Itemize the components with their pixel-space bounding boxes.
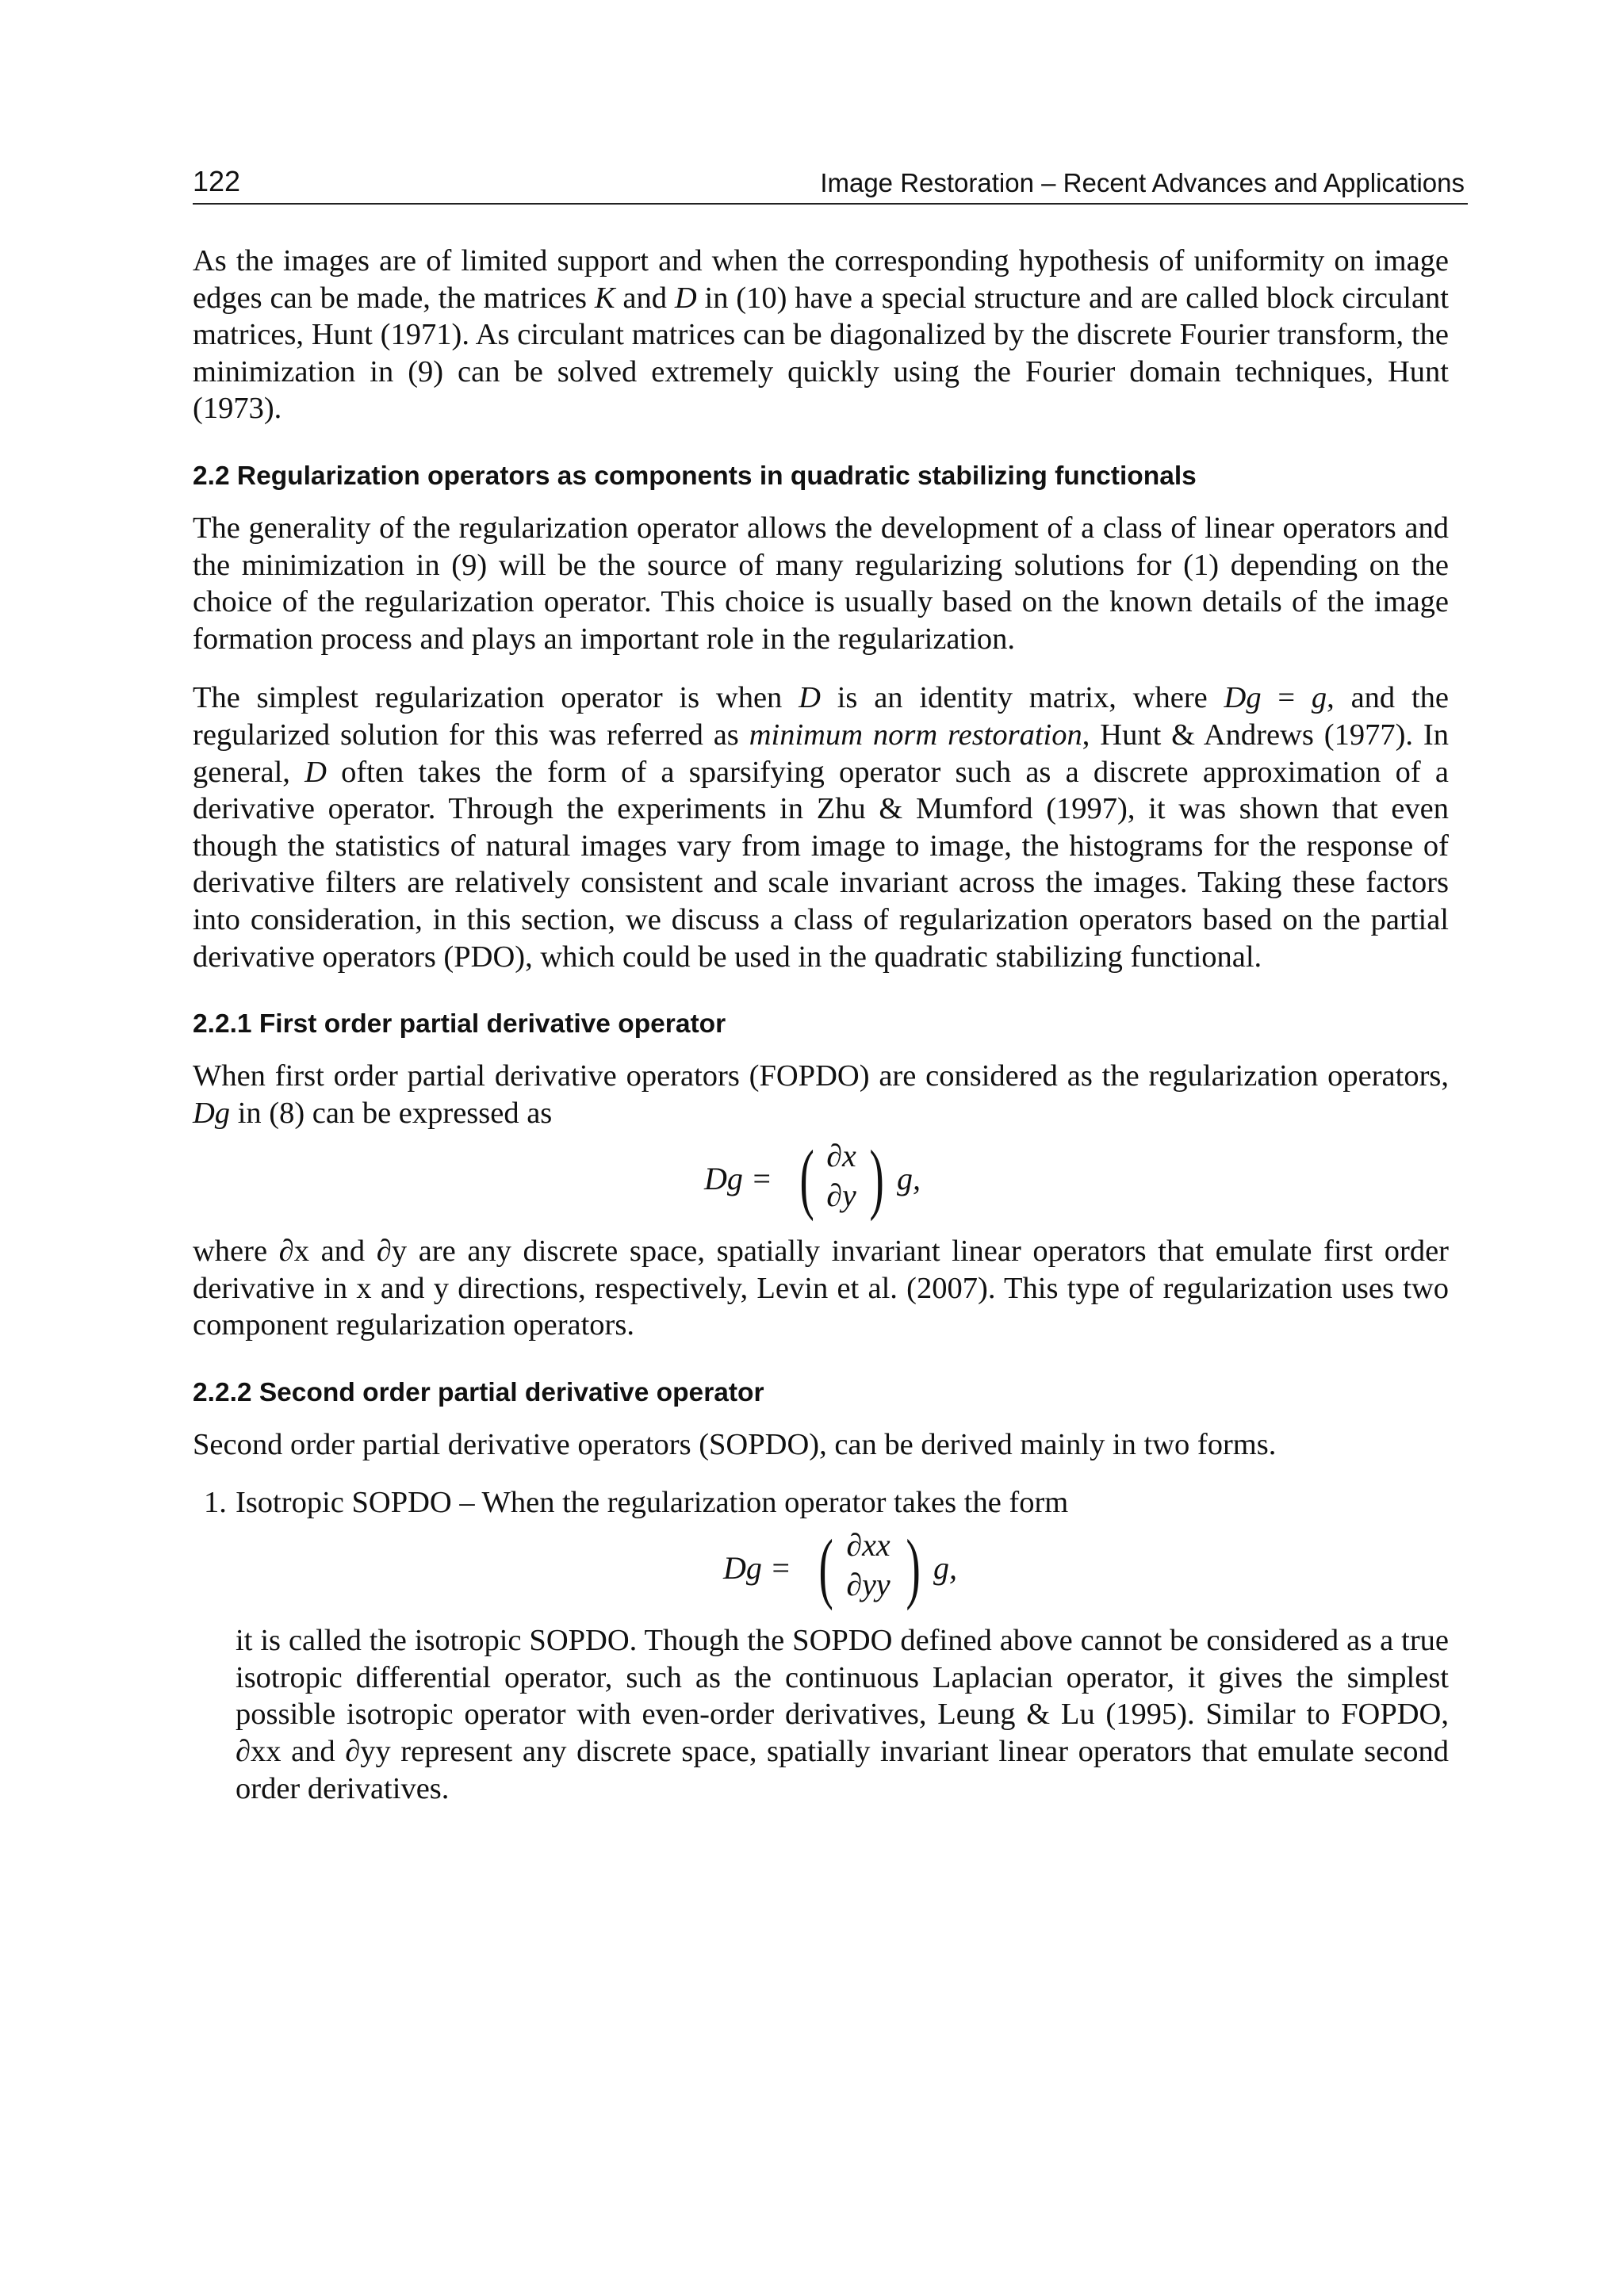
list-item-lead: Isotropic SOPDO – When the regularization operator takes the form [236, 1485, 1069, 1519]
page-content [193, 243, 1449, 1807]
page-header [193, 163, 1468, 205]
section-2-2-1-heading: 2.2.1 First order partial derivative operator [193, 1009, 726, 1039]
operator-dxx: ∂xx [846, 1527, 891, 1564]
list-item-body [236, 1484, 1449, 1808]
running-title: Image Restoration – Recent Advances and Applications [820, 168, 1465, 197]
equation-lhs: Dg = [723, 1550, 791, 1587]
operator-vector [819, 1136, 864, 1215]
emphasis-text: minimum norm restoration [749, 718, 1082, 752]
list-number: 1. [204, 1485, 227, 1519]
section-2-2-heading: 2.2 Regularization operators as components in quadratic stabilizing functionals [193, 461, 1197, 491]
page-number: 122 [193, 165, 241, 197]
operator-dx: ∂x [826, 1138, 856, 1174]
right-paren: ) [906, 1523, 921, 1612]
list-item [193, 1484, 1449, 1808]
matrix-k-symbol: K [594, 281, 615, 315]
operator-vector [837, 1525, 900, 1605]
section-2-2-paragraph-1: The generality of the regularization operator allows the development of a class of linear operators and the minimization in (9) will be the source of many regularizing solutions for (1) depending on the choice of the regularization operator. This choice is usually based on the known details of the image formation process and plays an important role in the regularization. [193, 511, 1449, 656]
intro-paragraph: As the images are of limited support and when the corresponding hypothesis of uniformity on image edges can be made, the matrices K and D in (10) have a special structure and are called block circulant matrices, Hunt (1971). As circulant matrices can be diagonalized by the discrete Fourier transform, the minimization in (9) can be solved extremely quickly using the Fourier domain techniques, Hunt (1973). [193, 244, 1449, 426]
section-2-2-1-paragraph-2: where ∂x and ∂y are any discrete space, spatially invariant linear operators that emulate first order derivative in x and y directions, respectively, Levin et al. (2007). This type of regularization uses two component regularization operators. [193, 1235, 1449, 1342]
equation-lhs: Dg = [704, 1161, 772, 1197]
equation-isotropic-sopdo [236, 1521, 1449, 1622]
left-paren: ( [818, 1523, 833, 1612]
equation-fopdo [193, 1131, 1449, 1233]
equation-rhs: g, [897, 1161, 921, 1197]
left-paren: ( [799, 1134, 814, 1223]
section-2-2-2-paragraph-1: Second order partial derivative operators (SOPDO), can be derived mainly in two forms. [193, 1428, 1277, 1462]
operator-dy: ∂y [826, 1177, 856, 1214]
section-2-2-2-heading: 2.2.2 Second order partial derivative operator [193, 1378, 764, 1408]
list-item-paragraph: it is called the isotropic SOPDO. Though the SOPDO defined above cannot be considered as a true isotropic differential operator, such as the continuous Laplacian operator, it gives the simplest possible isotropic operator with even-order derivatives, Leung & Lu (1995). Similar to FOPDO, ∂xx and ∂yy represent any discrete space, spatially invariant linear operators that emulate second order derivatives. [236, 1624, 1449, 1805]
right-paren: ) [869, 1134, 884, 1223]
operator-dyy: ∂yy [846, 1567, 891, 1603]
section-2-2-paragraph-2: The simplest regularization operator is when D is an identity matrix, where Dg = g, and the regularized solution for this was referred as minimum norm restoration, Hunt & Andrews (1977). In general, D often takes the form of a sparsifying operator such as a discrete approximation of a derivative operator. Through the experiments in Zhu & Mumford (1997), it was shown that even though the statistics of natural images vary from image to image, the histograms for the response of derivative filters are relatively consistent and scale invariant across the images. Taking these factors into consideration, in this section, we discuss a class of regularization operators based on the partial derivative operators (PDO), which could be used in the quadratic stabilizing functional. [193, 681, 1449, 974]
section-2-2-1-paragraph-1: When first order partial derivative operators (FOPDO) are considered as the regularization operators, Dg in (8) can be expressed as [193, 1059, 1449, 1130]
matrix-d-symbol: D [674, 281, 697, 315]
equation-rhs: g, [933, 1550, 957, 1587]
